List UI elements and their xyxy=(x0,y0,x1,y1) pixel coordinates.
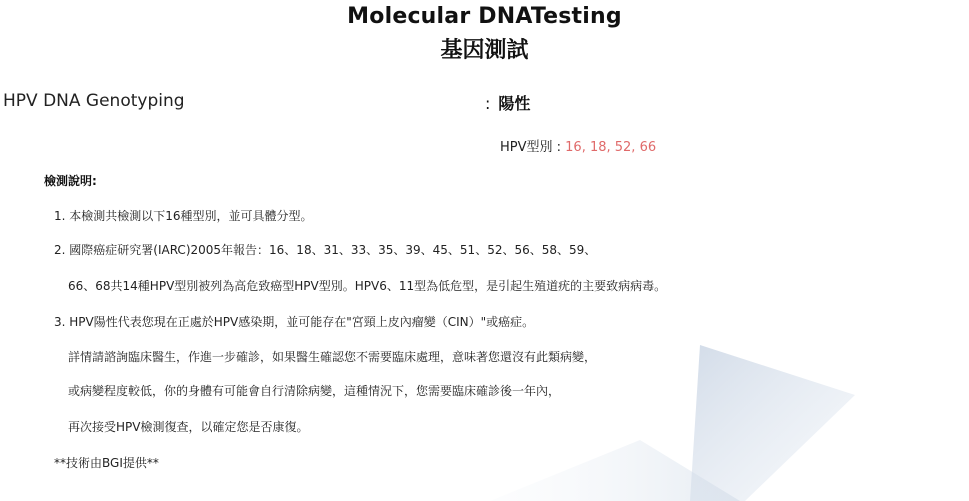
note-line-4: 3. HPV陽性代表您現在正處於HPV感染期，並可能存在"宮頸上皮內瘤變（CIN）"或癌症。 xyxy=(54,315,535,329)
result-value: 陽性 xyxy=(498,94,531,113)
provider-credit: **技術由BGI提供** xyxy=(54,456,159,470)
note-line-1: 1. 本檢測共檢測以下16種型別，並可具體分型。 xyxy=(54,209,313,223)
notes-heading: 檢測說明: xyxy=(44,174,97,188)
test-name: HPV DNA Genotyping xyxy=(3,91,185,111)
note-line-2: 2. 國際癌症研究署(IARC)2005年報告：16、18、31、33、35、39、45、51、52、56、58、59、 xyxy=(54,243,597,257)
genotype-line xyxy=(500,136,656,155)
note-line-6: 或病變程度較低，你的身體有可能會自行清除病變，這種情況下，您需要臨床確診後一年內， xyxy=(68,384,561,398)
note-line-5: 詳情請諮詢臨床醫生，作進一步確診，如果醫生確認您不需要臨床處理，意味著您還沒有此類病變， xyxy=(68,350,597,364)
genotype-label: HPV型別 : xyxy=(500,140,566,155)
page-title-english: Molecular DNATesting xyxy=(347,4,622,29)
page-title-chinese: 基因測試 xyxy=(440,38,529,63)
note-line-7: 再次接受HPV檢測復查，以確定您是否康復。 xyxy=(68,420,309,434)
test-result xyxy=(485,91,530,114)
result-colon: : xyxy=(485,94,491,113)
genotype-values: 16, 18, 52, 66 xyxy=(565,140,657,155)
note-line-3: 66、68共14種HPV型別被列為高危致癌型HPV型別。HPV6、11型為低危型，是引起生殖道疣的主要致病病毒。 xyxy=(68,279,667,293)
